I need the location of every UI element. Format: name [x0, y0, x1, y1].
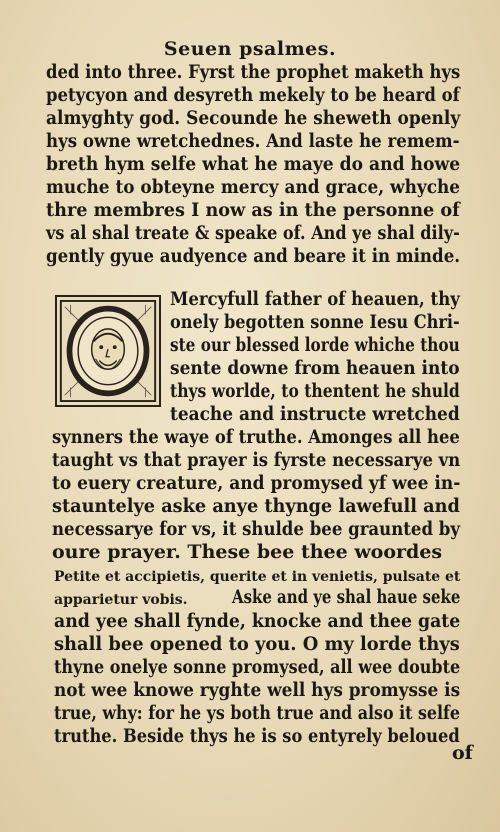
- decorated-initial-o: [55, 295, 161, 407]
- text-line: true, why: for he ys both true and also it selfe: [54, 702, 460, 724]
- latin-quotation: apparietur vobis.: [54, 592, 188, 608]
- text-line: onely begotten sonne Iesu Chri-: [170, 311, 460, 333]
- text-line: thre membres I now as in the personne of: [46, 199, 460, 221]
- running-head: Seuen psalmes.: [163, 38, 337, 60]
- text-line: breth hym selfe what he maye do and howe: [46, 153, 461, 175]
- text-line: stauntelye aske anye thynge lawefull and: [52, 495, 460, 517]
- text-line: muche to obteyne mercy and grace, whyche: [46, 176, 461, 198]
- text-line: thys worlde, to thentent he shuld: [170, 380, 460, 402]
- catchword: of: [452, 742, 473, 764]
- text-line: Aske and ye shal haue seke: [232, 586, 461, 608]
- text-line: thyne onelye sonne promysed, all wee doubte: [54, 656, 461, 678]
- text-line: gently gyue audyence and beare it in minde.: [46, 245, 461, 267]
- text-line: hys owne wretchednes. And laste he remem-: [46, 130, 460, 152]
- text-line: sente downe from heauen into: [170, 357, 460, 379]
- text-line: to euery creature, and promysed yf wee in-: [52, 472, 461, 494]
- text-line: vs al shal treate & speake of. And ye shal dily-: [46, 222, 460, 244]
- text-line: not wee knowe ryghte well hys promysse is: [54, 679, 461, 701]
- text-line: Mercyfull father of heauen, thy: [170, 288, 460, 310]
- text-line: ste our blessed lorde whiche thou: [170, 334, 460, 356]
- text-line: synners the waye of truthe. Amonges all hee: [52, 426, 460, 448]
- text-line: taught vs that prayer is fyrste necessarye vn: [52, 449, 461, 471]
- text-line: truthe. Beside thys he is so entyrely beloued: [54, 725, 460, 747]
- latin-quotation: Petite et accipietis, querite et in venietis, pulsate et: [54, 569, 461, 585]
- text-line: teache and instructe wretched: [170, 403, 460, 425]
- woodcut-face-icon: [57, 297, 159, 405]
- text-line: petycyon and desyreth mekely to be heard of: [46, 84, 460, 106]
- text-line: shall bee opened to you. O my lorde thys: [54, 633, 460, 655]
- text-line: necessarye for vs, it shulde bee graunted by: [52, 518, 460, 540]
- text-line: ded into three. Fyrst the prophet maketh hys: [46, 61, 461, 83]
- text-line: oure prayer. These bee thee woordes: [52, 541, 443, 563]
- text-line: and yee shall fynde, knocke and thee gate: [54, 610, 461, 632]
- text-line: almyghty god. Secounde he sheweth openly: [46, 107, 461, 129]
